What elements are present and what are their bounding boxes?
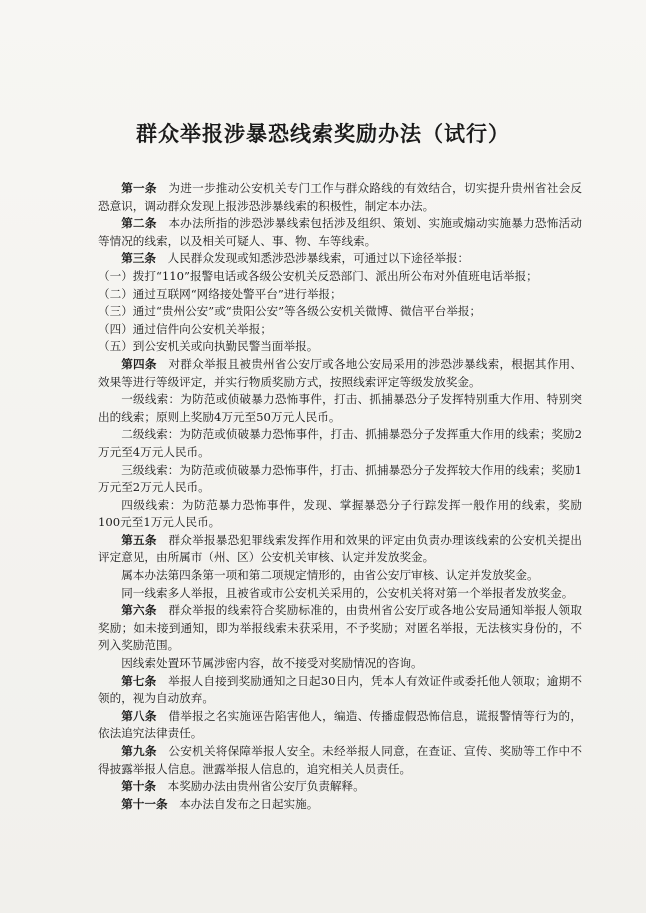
article-paragraph (98, 673, 582, 708)
paragraph-text: （五）到公安机关或向执勤民警当面举报。 (98, 339, 319, 354)
paragraph-text: （二）通过互联网“网络接处警平台”进行举报； (98, 286, 342, 301)
article-paragraph (98, 602, 582, 655)
paragraph-text: 三级线索：为防范或侦破暴力恐怖事件，打击、抓捕暴恐分子发挥较大作用的线索；奖励1万元至2万元人民币。 (98, 462, 582, 495)
paragraph-text: 群众举报的线索符合奖励标准的，由贵州省公安厅或各地公安局通知举报人领取奖励；如未接到通知，即为举报线索未获采用，不予奖励；对匿名举报，无法核实身份的，不列入奖励范围。 (98, 603, 582, 653)
article-label: 第四条 (121, 356, 157, 371)
paragraph-text: 举报人自接到奖励通知之日起30日内，凭本人有效证件或委托他人领取；逾期不领的，视为自动放弃。 (98, 673, 582, 706)
paragraph-text: 对群众举报且被贵州省公安厅或各地公安局采用的涉恐涉暴线索，根据其作用、效果等进行等级评定，并实行物质奖励方式，按照线索评定等级发放奖金。 (98, 356, 582, 389)
article-label: 第一条 (121, 181, 157, 195)
article-label: 第三条 (121, 251, 156, 266)
list-item (98, 268, 582, 286)
document-body (98, 180, 582, 813)
article-paragraph (98, 250, 582, 268)
paragraph (98, 497, 582, 532)
paragraph-text: 属本办法第四条第一项和第二项规定情形的，由省公安厅审核、认定并发放奖金。 (121, 568, 539, 583)
article-label: 第五条 (121, 532, 157, 547)
article-label: 第二条 (121, 216, 157, 231)
paragraph-text: 本办法所指的涉恐涉暴线索包括涉及组织、策划、实施或煽动实施暴力恐怖活动等情况的线索，以及相关可疑人、事、物、车等线索。 (98, 216, 582, 248)
paragraph-text: 因线索处置环节属涉密内容，故不接受对奖励情况的咨询。 (121, 656, 423, 671)
paragraph-text: （三）通过“贵州公安”或“贵阳公安”等各级公安机关微博、微信平台举报； (98, 304, 482, 319)
paragraph-text: 公安机关将保障举报人安全。未经举报人同意，在查证、宣传、奖励等工作中不得披露举报人信息。泄露举报人信息的，追究相关人员责任。 (98, 744, 582, 776)
paragraph (98, 655, 582, 673)
paragraph-text: 四级线索：为防范暴力恐怖事件，发现、掌握暴恐分子行踪发挥一般作用的线索，奖励100元至1万元人民币。 (98, 497, 582, 530)
article-paragraph (98, 778, 582, 796)
article-paragraph (98, 356, 582, 391)
paragraph-text: （一）拨打“110”报警电话或各级公安机关反恐部门、派出所公布对外值班电话举报； (98, 268, 538, 283)
paragraph-text: 一级线索：为防范或侦破暴力恐怖事件，打击、抓捕暴恐分子发挥特别重大作用、特别突出的线索；原则上奖励4万元至50万元人民币。 (98, 392, 582, 424)
article-label: 第九条 (121, 744, 157, 758)
paragraph-text: 群众举报暴恐犯罪线索发挥作用和效果的评定由负责办理该线索的公安机关提出评定意见，由所属市（州、区）公安机关审核、认定并发放奖金。 (98, 532, 582, 565)
article-paragraph (98, 708, 582, 743)
paragraph-text: 为进一步推动公安机关专门工作与群众路线的有效结合，切实提升贵州省社会反恐意识，调动群众发现上报涉恐涉暴线索的积极性，制定本办法。 (98, 181, 582, 213)
paragraph-text: 二级线索：为防范或侦破暴力恐怖事件，打击、抓捕暴恐分子发挥重大作用的线索；奖励2万元至4万元人民币。 (98, 427, 582, 459)
list-item (98, 338, 582, 356)
paragraph (98, 567, 582, 585)
article-paragraph (98, 796, 582, 814)
list-item (98, 303, 582, 321)
article-label: 第十条 (121, 779, 156, 794)
list-item (98, 286, 582, 304)
article-paragraph (98, 215, 582, 250)
paragraph (98, 585, 582, 603)
paragraph-text: 人民群众发现或知悉涉恐涉暴线索，可通过以下途径举报： (167, 251, 470, 266)
article-paragraph (98, 532, 582, 567)
article-label: 第六条 (121, 603, 157, 618)
article-paragraph (98, 180, 582, 215)
article-paragraph (98, 743, 582, 778)
article-label: 第十一条 (121, 796, 168, 811)
article-label: 第八条 (121, 708, 157, 723)
document-title: 群众举报涉暴恐线索奖励办法（试行） (136, 122, 510, 146)
paragraph-text: 借举报之名实施诬告陷害他人，编造、传播虚假恐怖信息，谎报警情等行为的，依法追究法律责任。 (98, 708, 582, 741)
paragraph (98, 462, 582, 497)
paragraph-text: （四）通过信件向公安机关举报； (98, 321, 272, 336)
paragraph-text: 同一线索多人举报，且被省或市公安机关采用的，公安机关将对第一个举报者发放奖金。 (121, 585, 574, 600)
paragraph-text: 本奖励办法由贵州省公安厅负责解释。 (167, 779, 365, 794)
paragraph-text: 本办法自发布之日起实施。 (179, 796, 319, 811)
paragraph (98, 426, 582, 461)
list-item (98, 321, 582, 339)
paragraph (98, 391, 582, 426)
article-label: 第七条 (121, 673, 157, 688)
